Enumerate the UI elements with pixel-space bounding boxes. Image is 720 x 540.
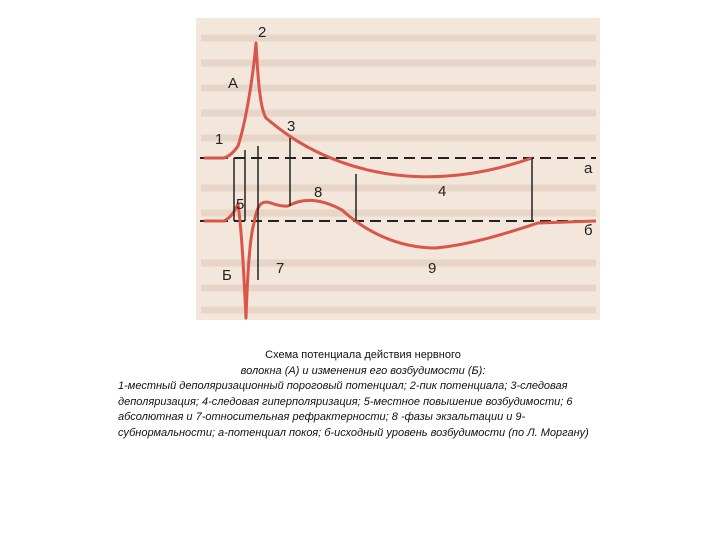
phase-markers bbox=[234, 138, 532, 280]
caption-title-line2: волокна (А) и изменения его возбудимости (Б): bbox=[240, 364, 486, 377]
label-4: 4 bbox=[438, 183, 447, 200]
label-B: Б bbox=[222, 267, 232, 284]
excitability-curve bbox=[204, 200, 596, 318]
label-3: 3 bbox=[287, 118, 296, 135]
label-5: 5 bbox=[236, 196, 245, 213]
label-9: 9 bbox=[428, 260, 437, 277]
label-2: 2 bbox=[258, 24, 267, 41]
caption-body: 1-местный деполяризационный пороговый потенциал; 2-пик потенциала; 3-следовая деполяризация; 4-следовая гиперполяризация; 5-местное повышение возбудимости; 6 абсолютная и 7-относительная рефрактерности; 8 -фазы экзальтации и 9-субнормальности; а-потенциал покоя; б-исходный уровень возбудимости (по Л. Моргану) bbox=[118, 380, 589, 439]
action-potential-figure bbox=[196, 18, 600, 320]
label-A: А bbox=[228, 75, 239, 92]
label-8: 8 bbox=[314, 184, 323, 201]
label-1: 1 bbox=[215, 131, 224, 148]
label-7: 7 bbox=[276, 260, 285, 277]
label-a-side: а bbox=[584, 160, 593, 177]
figure-caption bbox=[118, 348, 608, 441]
label-b-side: б bbox=[584, 222, 593, 239]
caption-title-line1: Схема потенциала действия нервного bbox=[265, 349, 461, 361]
action-potential-diagram bbox=[196, 18, 600, 320]
